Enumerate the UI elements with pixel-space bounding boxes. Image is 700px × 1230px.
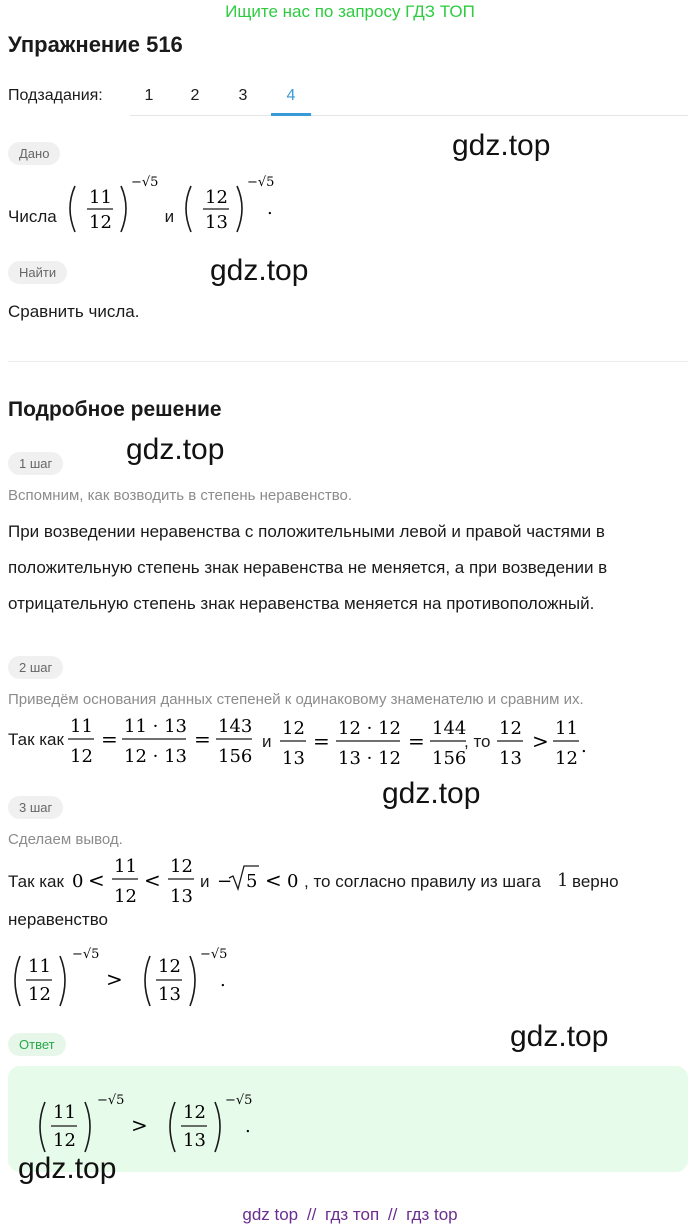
svg-text:=: = (313, 729, 330, 753)
svg-text:12 · 12: 12 · 12 (338, 718, 401, 739)
exponent: −√5 (225, 1093, 253, 1108)
svg-text:12: 12 (555, 748, 578, 769)
svg-text:>: > (106, 967, 123, 991)
given-prefix: Числа (8, 207, 57, 226)
svg-text:13: 13 (170, 886, 193, 907)
svg-text:0: 0 (287, 871, 299, 892)
watermark: gdz.top (382, 777, 481, 810)
step2-prefix: Так как (8, 730, 64, 749)
svg-text:>: > (532, 729, 549, 753)
svg-text:13: 13 (158, 984, 181, 1005)
step3-result (8, 938, 238, 1013)
find-text: Сравнить числа. (8, 302, 140, 321)
tabs-divider (130, 115, 688, 116)
svg-text:156: 156 (432, 748, 467, 769)
step3-and: и (200, 872, 210, 891)
svg-text:−: − (217, 871, 233, 892)
svg-text:12: 12 (70, 746, 94, 767)
step2-formula-b (280, 712, 470, 772)
svg-text:.: . (266, 198, 273, 219)
svg-text:11: 11 (53, 1102, 76, 1123)
frac-numerator: 12 (204, 187, 228, 208)
given-power-2 (179, 170, 279, 240)
promo-banner[interactable]: Ищите нас по запросу ГДЗ ТОП (225, 2, 475, 21)
svg-text:143: 143 (218, 716, 253, 737)
step3-formula-b (215, 858, 305, 898)
footer-separator: // (306, 1205, 317, 1224)
step2-and: и (262, 732, 272, 751)
svg-text:12: 12 (53, 1130, 76, 1151)
exponent: −√5 (246, 175, 275, 190)
svg-text:.: . (581, 736, 587, 757)
svg-text:=: = (101, 727, 119, 751)
svg-text:11: 11 (555, 718, 578, 739)
step1-text: При возведении неравенства с положительными левой и правой частями в положительную степень знак неравенства не меняется, а при возведении в отрицательную степень знак неравенства меняется на противоположный. (8, 522, 608, 613)
answer-formula (33, 1084, 263, 1159)
exponent: −√5 (97, 1093, 125, 1108)
svg-text:11: 11 (114, 856, 137, 877)
svg-text:<: < (144, 868, 161, 892)
answer-badge: Ответ (8, 1033, 66, 1056)
page-title: Упражнение 516 (8, 32, 183, 57)
watermark: gdz.top (126, 433, 225, 466)
frac-denominator: 12 (89, 212, 113, 233)
step1-badge: 1 шаг (8, 452, 63, 475)
step3-prefix: Так как (8, 872, 64, 891)
step3-hint: Сделаем вывод. (8, 831, 123, 848)
tab-subtask-1[interactable]: 1 (144, 87, 154, 104)
svg-text:11: 11 (28, 956, 51, 977)
svg-text:0: 0 (72, 871, 84, 892)
svg-text:5: 5 (246, 871, 258, 892)
footer-link-3[interactable]: гдз top (406, 1205, 458, 1224)
svg-text:.: . (220, 970, 226, 991)
svg-text:>: > (131, 1113, 148, 1137)
step3-suffix: верно (572, 872, 619, 891)
svg-text:156: 156 (218, 746, 253, 767)
svg-text:12: 12 (170, 856, 193, 877)
exponent: −√5 (131, 175, 159, 190)
tab-subtask-3[interactable]: 3 (238, 87, 248, 104)
svg-text:=: = (194, 727, 212, 751)
step2-badge: 2 шаг (8, 656, 63, 679)
watermark: gdz.top (18, 1152, 117, 1185)
svg-text:12: 12 (282, 718, 305, 739)
svg-text:12: 12 (499, 718, 522, 739)
step3-step-ref: 1 (557, 870, 569, 891)
step3-formula-a (70, 850, 195, 910)
svg-text:13 · 12: 13 · 12 (338, 748, 401, 769)
step2-formula-c (497, 712, 592, 772)
watermark: gdz.top (510, 1020, 609, 1053)
given-badge: Дано (8, 142, 60, 165)
step3-middle: , то согласно правилу из шага (304, 872, 541, 891)
svg-text:13: 13 (282, 748, 305, 769)
svg-text:12 · 13: 12 · 13 (124, 746, 188, 767)
svg-text:<: < (88, 868, 105, 892)
svg-text:12: 12 (28, 984, 51, 1005)
given-power-1 (63, 170, 158, 240)
svg-text:12: 12 (114, 886, 137, 907)
solution-title: Подробное решение (8, 398, 222, 421)
svg-text:13: 13 (499, 748, 522, 769)
active-tab-indicator (271, 113, 311, 116)
exponent: −√5 (200, 947, 228, 962)
svg-text:<: < (265, 868, 282, 892)
footer-link-1[interactable]: gdz top (242, 1205, 299, 1224)
step3-badge: 3 шаг (8, 796, 63, 819)
section-divider (8, 361, 688, 362)
svg-text:11: 11 (70, 716, 94, 737)
frac-denominator: 13 (204, 212, 228, 233)
footer-separator: // (387, 1205, 398, 1224)
watermark: gdz.top (210, 254, 309, 287)
svg-text:=: = (408, 729, 425, 753)
svg-text:12: 12 (158, 956, 181, 977)
tab-subtask-4[interactable]: 4 (286, 87, 296, 104)
given-expression (8, 170, 279, 240)
svg-text:144: 144 (432, 718, 467, 739)
step2-hint: Приведём основания данных степеней к одинаковому знаменателю и сравним их. (8, 691, 584, 708)
svg-text:12: 12 (183, 1102, 206, 1123)
subtasks-label: Подзадания: (8, 87, 103, 104)
given-conj: и (164, 207, 175, 226)
footer-links (0, 1205, 700, 1225)
tab-subtask-2[interactable]: 2 (190, 87, 200, 104)
svg-text:.: . (245, 1116, 251, 1137)
svg-text:13: 13 (183, 1130, 206, 1151)
footer-link-2[interactable]: гдз топ (325, 1205, 380, 1224)
find-badge: Найти (8, 261, 67, 284)
frac-numerator: 11 (89, 187, 113, 208)
watermark: gdz.top (452, 129, 551, 162)
exponent: −√5 (72, 947, 100, 962)
step3-line2: неравенство (8, 910, 109, 929)
step2-then: , то (464, 732, 491, 751)
step1-hint: Вспомним, как возводить в степень неравенство. (8, 487, 353, 504)
svg-text:11 · 13: 11 · 13 (124, 716, 188, 737)
